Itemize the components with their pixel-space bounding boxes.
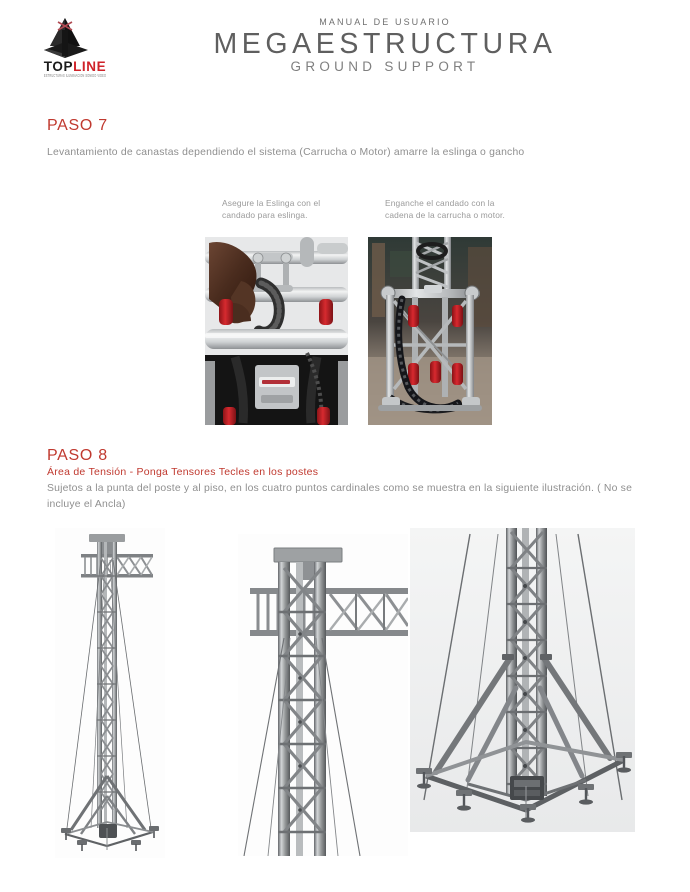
- illustration-tower-base: [410, 528, 635, 832]
- figure-caption-basket: Enganche el candado con la cadena de la carrucha o motor.: [385, 198, 505, 220]
- brand-logo: [30, 16, 130, 82]
- brand-word-top: TOP: [43, 59, 74, 74]
- brand-wordmark: [30, 60, 120, 74]
- illustration-tower-top: [238, 534, 408, 856]
- illustration-tower-full: [55, 528, 165, 858]
- header-title-block: [145, 16, 625, 74]
- section-subtitle-paso8: Área de Tensión - Ponga Tensores Tecles en los postes: [47, 466, 319, 478]
- topline-pyramid-logo: [38, 16, 94, 60]
- section-body-paso7: Levantamiento de canastas dependiendo el sistema (Carrucha o Motor) amarre la eslinga o gancho: [47, 147, 525, 158]
- section-body-paso8: Sujetos a la punta del poste y al piso, en los cuatro puntos cardinales como se muestra en la siguiente ilustración. ( No se incluye el Ancla): [47, 483, 633, 510]
- page-subtitle: GROUND SUPPORT: [290, 59, 480, 74]
- brand-word-line: LINE: [73, 59, 107, 74]
- photo-basket-hook: [368, 237, 492, 425]
- section-title-paso8: PASO 8: [47, 447, 108, 464]
- brand-tagline: ESTRUCTURAS ILUMINACION SONIDO VIDEO: [43, 74, 107, 79]
- page-header: [0, 0, 690, 95]
- photo-sling-lock: [205, 237, 348, 425]
- section-title-paso7: PASO 7: [47, 117, 108, 134]
- page-title: MEGAESTRUCTURA: [213, 28, 557, 60]
- manual-label: MANUAL DE USUARIO: [319, 17, 451, 27]
- figure-caption-sling: Asegure la Eslinga con el candado para eslinga.: [222, 198, 321, 220]
